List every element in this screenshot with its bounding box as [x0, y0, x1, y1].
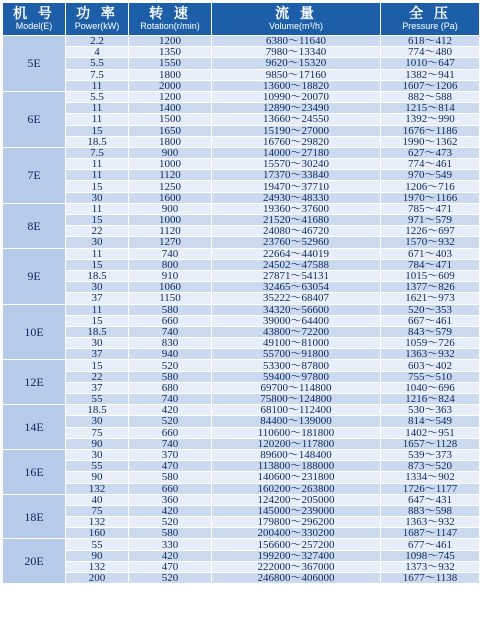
fan-spec-table: [2, 2, 480, 584]
power-cell: 11: [66, 204, 128, 214]
rotation-cell: 1650: [129, 126, 211, 136]
power-cell: 37: [66, 293, 128, 303]
pressure-cell: 677～461: [381, 539, 479, 549]
pressure-cell: 873～520: [381, 461, 479, 471]
rotation-cell: 940: [129, 349, 211, 359]
power-cell: 15: [66, 316, 128, 326]
volume-cell: 24502～47588: [212, 260, 380, 270]
table-row: [3, 573, 479, 583]
pressure-cell: 971～579: [381, 215, 479, 225]
volume-cell: 145000～239000: [212, 506, 380, 516]
rotation-cell: 1200: [129, 92, 211, 102]
pressure-cell: 882～588: [381, 92, 479, 102]
table-row: [3, 92, 479, 102]
power-cell: 37: [66, 349, 128, 359]
rotation-cell: 470: [129, 562, 211, 572]
volume-cell: 7980～13340: [212, 47, 380, 57]
table-row: [3, 215, 479, 225]
pressure-cell: 1382～941: [381, 70, 479, 80]
volume-cell: 49100～81000: [212, 338, 380, 348]
pressure-cell: 843～579: [381, 327, 479, 337]
table-row: [3, 305, 479, 315]
volume-cell: 156600～257200: [212, 539, 380, 549]
pressure-cell: 1059～726: [381, 338, 479, 348]
pressure-cell: 883～598: [381, 506, 479, 516]
rotation-cell: 520: [129, 517, 211, 527]
table-row: [3, 260, 479, 270]
volume-cell: 24080～46720: [212, 226, 380, 236]
volume-cell: 222000～367000: [212, 562, 380, 572]
volume-cell: 13660～24550: [212, 114, 380, 124]
power-cell: 90: [66, 472, 128, 482]
rotation-cell: 370: [129, 450, 211, 460]
rotation-cell: 1150: [129, 293, 211, 303]
power-cell: 200: [66, 573, 128, 583]
power-cell: 4: [66, 47, 128, 57]
table-row: [3, 126, 479, 136]
volume-cell: 17370～33840: [212, 170, 380, 180]
rotation-cell: 1350: [129, 47, 211, 57]
volume-cell: 19470～37710: [212, 181, 380, 191]
volume-cell: 43800～72200: [212, 327, 380, 337]
volume-cell: 32465～63054: [212, 282, 380, 292]
table-row: [3, 282, 479, 292]
power-cell: 132: [66, 517, 128, 527]
pressure-cell: 1363～932: [381, 517, 479, 527]
rotation-cell: 2000: [129, 81, 211, 91]
table-row: [3, 428, 479, 438]
rotation-cell: 660: [129, 316, 211, 326]
pressure-cell: 1677～1138: [381, 573, 479, 583]
table-row: [3, 383, 479, 393]
rotation-cell: 740: [129, 249, 211, 259]
volume-cell: 140600～231800: [212, 472, 380, 482]
power-cell: 22: [66, 372, 128, 382]
table-row: [3, 170, 479, 180]
pressure-cell: 784～471: [381, 260, 479, 270]
header-power: [66, 3, 128, 35]
power-cell: 55: [66, 461, 128, 471]
volume-cell: 24930～48330: [212, 193, 380, 203]
volume-cell: 21520～41680: [212, 215, 380, 225]
pressure-cell: 1215～814: [381, 103, 479, 113]
rotation-cell: 900: [129, 204, 211, 214]
pressure-cell: 1226～697: [381, 226, 479, 236]
header-pressure: [381, 3, 479, 35]
power-cell: 18.5: [66, 327, 128, 337]
header-power-zh: 功 率: [76, 5, 118, 22]
pressure-cell: 1621～973: [381, 293, 479, 303]
table-row: [3, 193, 479, 203]
table-row: [3, 114, 479, 124]
table-row: [3, 461, 479, 471]
rotation-cell: 1270: [129, 237, 211, 247]
volume-cell: 53300～87800: [212, 360, 380, 370]
volume-cell: 12890～23490: [212, 103, 380, 113]
power-cell: 30: [66, 416, 128, 426]
power-cell: 55: [66, 539, 128, 549]
table-row: [3, 551, 479, 561]
pressure-cell: 1377～826: [381, 282, 479, 292]
volume-cell: 6380～11640: [212, 36, 380, 46]
power-cell: 40: [66, 495, 128, 505]
pressure-cell: 1373～932: [381, 562, 479, 572]
table-row: [3, 484, 479, 494]
model-cell: 9E: [3, 249, 65, 304]
rotation-cell: 1800: [129, 137, 211, 147]
pressure-cell: 539～373: [381, 450, 479, 460]
table-row: [3, 506, 479, 516]
volume-cell: 110600～181800: [212, 428, 380, 438]
rotation-cell: 740: [129, 439, 211, 449]
rotation-cell: 420: [129, 506, 211, 516]
pressure-cell: 647～431: [381, 495, 479, 505]
volume-cell: 14000～27180: [212, 148, 380, 158]
table-row: [3, 316, 479, 326]
power-cell: 37: [66, 383, 128, 393]
rotation-cell: 520: [129, 360, 211, 370]
table-row: [3, 562, 479, 572]
pressure-cell: 970～549: [381, 170, 479, 180]
pressure-cell: 618～412: [381, 36, 479, 46]
volume-cell: 160200～263800: [212, 484, 380, 494]
pressure-cell: 603～402: [381, 360, 479, 370]
power-cell: 15: [66, 215, 128, 225]
header-rotation-zh: 转 速: [149, 5, 191, 22]
rotation-cell: 800: [129, 260, 211, 270]
table-header: [3, 3, 479, 35]
pressure-cell: 814～549: [381, 416, 479, 426]
header-pressure-en: Pressure (Pa): [402, 20, 458, 31]
power-cell: 2.2: [66, 36, 128, 46]
pressure-cell: 1970～1166: [381, 193, 479, 203]
header-model: [3, 3, 65, 35]
model-cell: 5E: [3, 36, 65, 91]
rotation-cell: 470: [129, 461, 211, 471]
table-row: [3, 204, 479, 214]
power-cell: 30: [66, 193, 128, 203]
table-row: [3, 517, 479, 527]
model-cell: 7E: [3, 148, 65, 203]
rotation-cell: 1550: [129, 58, 211, 68]
volume-cell: 69700～114800: [212, 383, 380, 393]
volume-cell: 23760～52960: [212, 237, 380, 247]
power-cell: 7.5: [66, 148, 128, 158]
table-body: [3, 36, 479, 583]
volume-cell: 15570～30240: [212, 159, 380, 169]
pressure-cell: 520～353: [381, 305, 479, 315]
table-row: [3, 148, 479, 158]
pressure-cell: 1010～647: [381, 58, 479, 68]
power-cell: 55: [66, 394, 128, 404]
pressure-cell: 774～480: [381, 47, 479, 57]
header-rotation: [129, 3, 211, 35]
volume-cell: 34320～56600: [212, 305, 380, 315]
rotation-cell: 1200: [129, 36, 211, 46]
table-row: [3, 439, 479, 449]
power-cell: 11: [66, 170, 128, 180]
power-cell: 90: [66, 439, 128, 449]
rotation-cell: 360: [129, 495, 211, 505]
rotation-cell: 1120: [129, 170, 211, 180]
rotation-cell: 740: [129, 327, 211, 337]
volume-cell: 179800～296200: [212, 517, 380, 527]
power-cell: 18.5: [66, 271, 128, 281]
table-row: [3, 528, 479, 538]
rotation-cell: 910: [129, 271, 211, 281]
power-cell: 7.5: [66, 70, 128, 80]
pressure-cell: 671～403: [381, 249, 479, 259]
model-cell: 8E: [3, 204, 65, 248]
model-cell: 12E: [3, 360, 65, 404]
pressure-cell: 1657～1128: [381, 439, 479, 449]
table-row: [3, 405, 479, 415]
pressure-cell: 530～363: [381, 405, 479, 415]
power-cell: 11: [66, 81, 128, 91]
power-cell: 132: [66, 484, 128, 494]
pressure-cell: 1206～716: [381, 181, 479, 191]
volume-cell: 75800～124800: [212, 394, 380, 404]
volume-cell: 16760～29820: [212, 137, 380, 147]
rotation-cell: 1250: [129, 181, 211, 191]
power-cell: 160: [66, 528, 128, 538]
power-cell: 11: [66, 305, 128, 315]
rotation-cell: 1120: [129, 226, 211, 236]
volume-cell: 59400～97800: [212, 372, 380, 382]
table-row: [3, 349, 479, 359]
table-row: [3, 495, 479, 505]
power-cell: 30: [66, 237, 128, 247]
volume-cell: 27871～54131: [212, 271, 380, 281]
table-row: [3, 249, 479, 259]
rotation-cell: 580: [129, 528, 211, 538]
table-row: [3, 293, 479, 303]
power-cell: 15: [66, 260, 128, 270]
header-model-en: Model(E): [15, 20, 53, 31]
rotation-cell: 520: [129, 416, 211, 426]
rotation-cell: 580: [129, 372, 211, 382]
power-cell: 22: [66, 226, 128, 236]
table-row: [3, 137, 479, 147]
pressure-cell: 1687～1147: [381, 528, 479, 538]
power-cell: 15: [66, 360, 128, 370]
volume-cell: 113800～188000: [212, 461, 380, 471]
pressure-cell: 1402～951: [381, 428, 479, 438]
header-power-en: Power(kW): [74, 20, 120, 31]
power-cell: 11: [66, 114, 128, 124]
table-row: [3, 416, 479, 426]
rotation-cell: 1800: [129, 70, 211, 80]
table-row: [3, 226, 479, 236]
table-row: [3, 327, 479, 337]
model-cell: 20E: [3, 539, 65, 583]
header-pressure-zh: 全 压: [409, 5, 451, 22]
power-cell: 11: [66, 159, 128, 169]
pressure-cell: 627～473: [381, 148, 479, 158]
table-row: [3, 372, 479, 382]
pressure-cell: 1570～932: [381, 237, 479, 247]
pressure-cell: 755～510: [381, 372, 479, 382]
volume-cell: 124200～205000: [212, 495, 380, 505]
power-cell: 5.5: [66, 92, 128, 102]
power-cell: 11: [66, 249, 128, 259]
rotation-cell: 660: [129, 484, 211, 494]
pressure-cell: 1676～1186: [381, 126, 479, 136]
header-volume-en: Volume(m³/h): [268, 20, 323, 31]
power-cell: 90: [66, 551, 128, 561]
rotation-cell: 1600: [129, 193, 211, 203]
header-rotation-en: Rotation(r/min): [140, 20, 200, 31]
power-cell: 30: [66, 282, 128, 292]
rotation-cell: 1500: [129, 114, 211, 124]
table-row: [3, 394, 479, 404]
model-cell: 10E: [3, 305, 65, 360]
pressure-cell: 1098～745: [381, 551, 479, 561]
volume-cell: 9850～17160: [212, 70, 380, 80]
header-volume-zh: 流 量: [275, 5, 317, 22]
rotation-cell: 580: [129, 472, 211, 482]
volume-cell: 22664～44019: [212, 249, 380, 259]
rotation-cell: 660: [129, 428, 211, 438]
table-row: [3, 271, 479, 281]
pressure-cell: 1990～1362: [381, 137, 479, 147]
table-row: [3, 81, 479, 91]
power-cell: 18.5: [66, 405, 128, 415]
pressure-cell: 774～461: [381, 159, 479, 169]
table-row: [3, 360, 479, 370]
rotation-cell: 330: [129, 539, 211, 549]
rotation-cell: 420: [129, 551, 211, 561]
header-volume: [212, 3, 380, 35]
table-row: [3, 58, 479, 68]
volume-cell: 35222～68407: [212, 293, 380, 303]
table-row: [3, 70, 479, 80]
power-cell: 11: [66, 103, 128, 113]
rotation-cell: 1400: [129, 103, 211, 113]
power-cell: 18.5: [66, 137, 128, 147]
spec-sheet: [2, 2, 478, 622]
table-row: [3, 472, 479, 482]
rotation-cell: 900: [129, 148, 211, 158]
table-row: [3, 36, 479, 46]
table-row: [3, 539, 479, 549]
pressure-cell: 1363～932: [381, 349, 479, 359]
rotation-cell: 520: [129, 573, 211, 583]
table-row: [3, 47, 479, 57]
table-row: [3, 338, 479, 348]
volume-cell: 9620～15320: [212, 58, 380, 68]
volume-cell: 19360～37600: [212, 204, 380, 214]
pressure-cell: 1040～696: [381, 383, 479, 393]
model-cell: 18E: [3, 495, 65, 539]
table-row: [3, 103, 479, 113]
volume-cell: 84400～139000: [212, 416, 380, 426]
volume-cell: 68100～112400: [212, 405, 380, 415]
volume-cell: 55700～91800: [212, 349, 380, 359]
pressure-cell: 785～471: [381, 204, 479, 214]
table-row: [3, 237, 479, 247]
pressure-cell: 1216～824: [381, 394, 479, 404]
rotation-cell: 580: [129, 305, 211, 315]
pressure-cell: 1726～1177: [381, 484, 479, 494]
volume-cell: 246800～406000: [212, 573, 380, 583]
power-cell: 132: [66, 562, 128, 572]
model-cell: 6E: [3, 92, 65, 147]
power-cell: 5.5: [66, 58, 128, 68]
volume-cell: 10990～20070: [212, 92, 380, 102]
pressure-cell: 1392～990: [381, 114, 479, 124]
pressure-cell: 667～461: [381, 316, 479, 326]
volume-cell: 200400～330200: [212, 528, 380, 538]
volume-cell: 39000～64400: [212, 316, 380, 326]
power-cell: 15: [66, 126, 128, 136]
pressure-cell: 1334～902: [381, 472, 479, 482]
volume-cell: 89600～148400: [212, 450, 380, 460]
rotation-cell: 1060: [129, 282, 211, 292]
model-cell: 16E: [3, 450, 65, 494]
power-cell: 15: [66, 181, 128, 191]
model-cell: 14E: [3, 405, 65, 449]
pressure-cell: 1607～1206: [381, 81, 479, 91]
volume-cell: 120200～117800: [212, 439, 380, 449]
rotation-cell: 830: [129, 338, 211, 348]
rotation-cell: 1000: [129, 159, 211, 169]
power-cell: 30: [66, 450, 128, 460]
volume-cell: 13600～18820: [212, 81, 380, 91]
rotation-cell: 420: [129, 405, 211, 415]
table-row: [3, 450, 479, 460]
rotation-cell: 1000: [129, 215, 211, 225]
table-row: [3, 159, 479, 169]
rotation-cell: 740: [129, 394, 211, 404]
pressure-cell: 1015～609: [381, 271, 479, 281]
power-cell: 75: [66, 506, 128, 516]
header-model-zh: 机 号: [13, 5, 55, 22]
volume-cell: 15190～27000: [212, 126, 380, 136]
volume-cell: 199200～327400: [212, 551, 380, 561]
power-cell: 30: [66, 338, 128, 348]
rotation-cell: 680: [129, 383, 211, 393]
table-row: [3, 181, 479, 191]
power-cell: 75: [66, 428, 128, 438]
